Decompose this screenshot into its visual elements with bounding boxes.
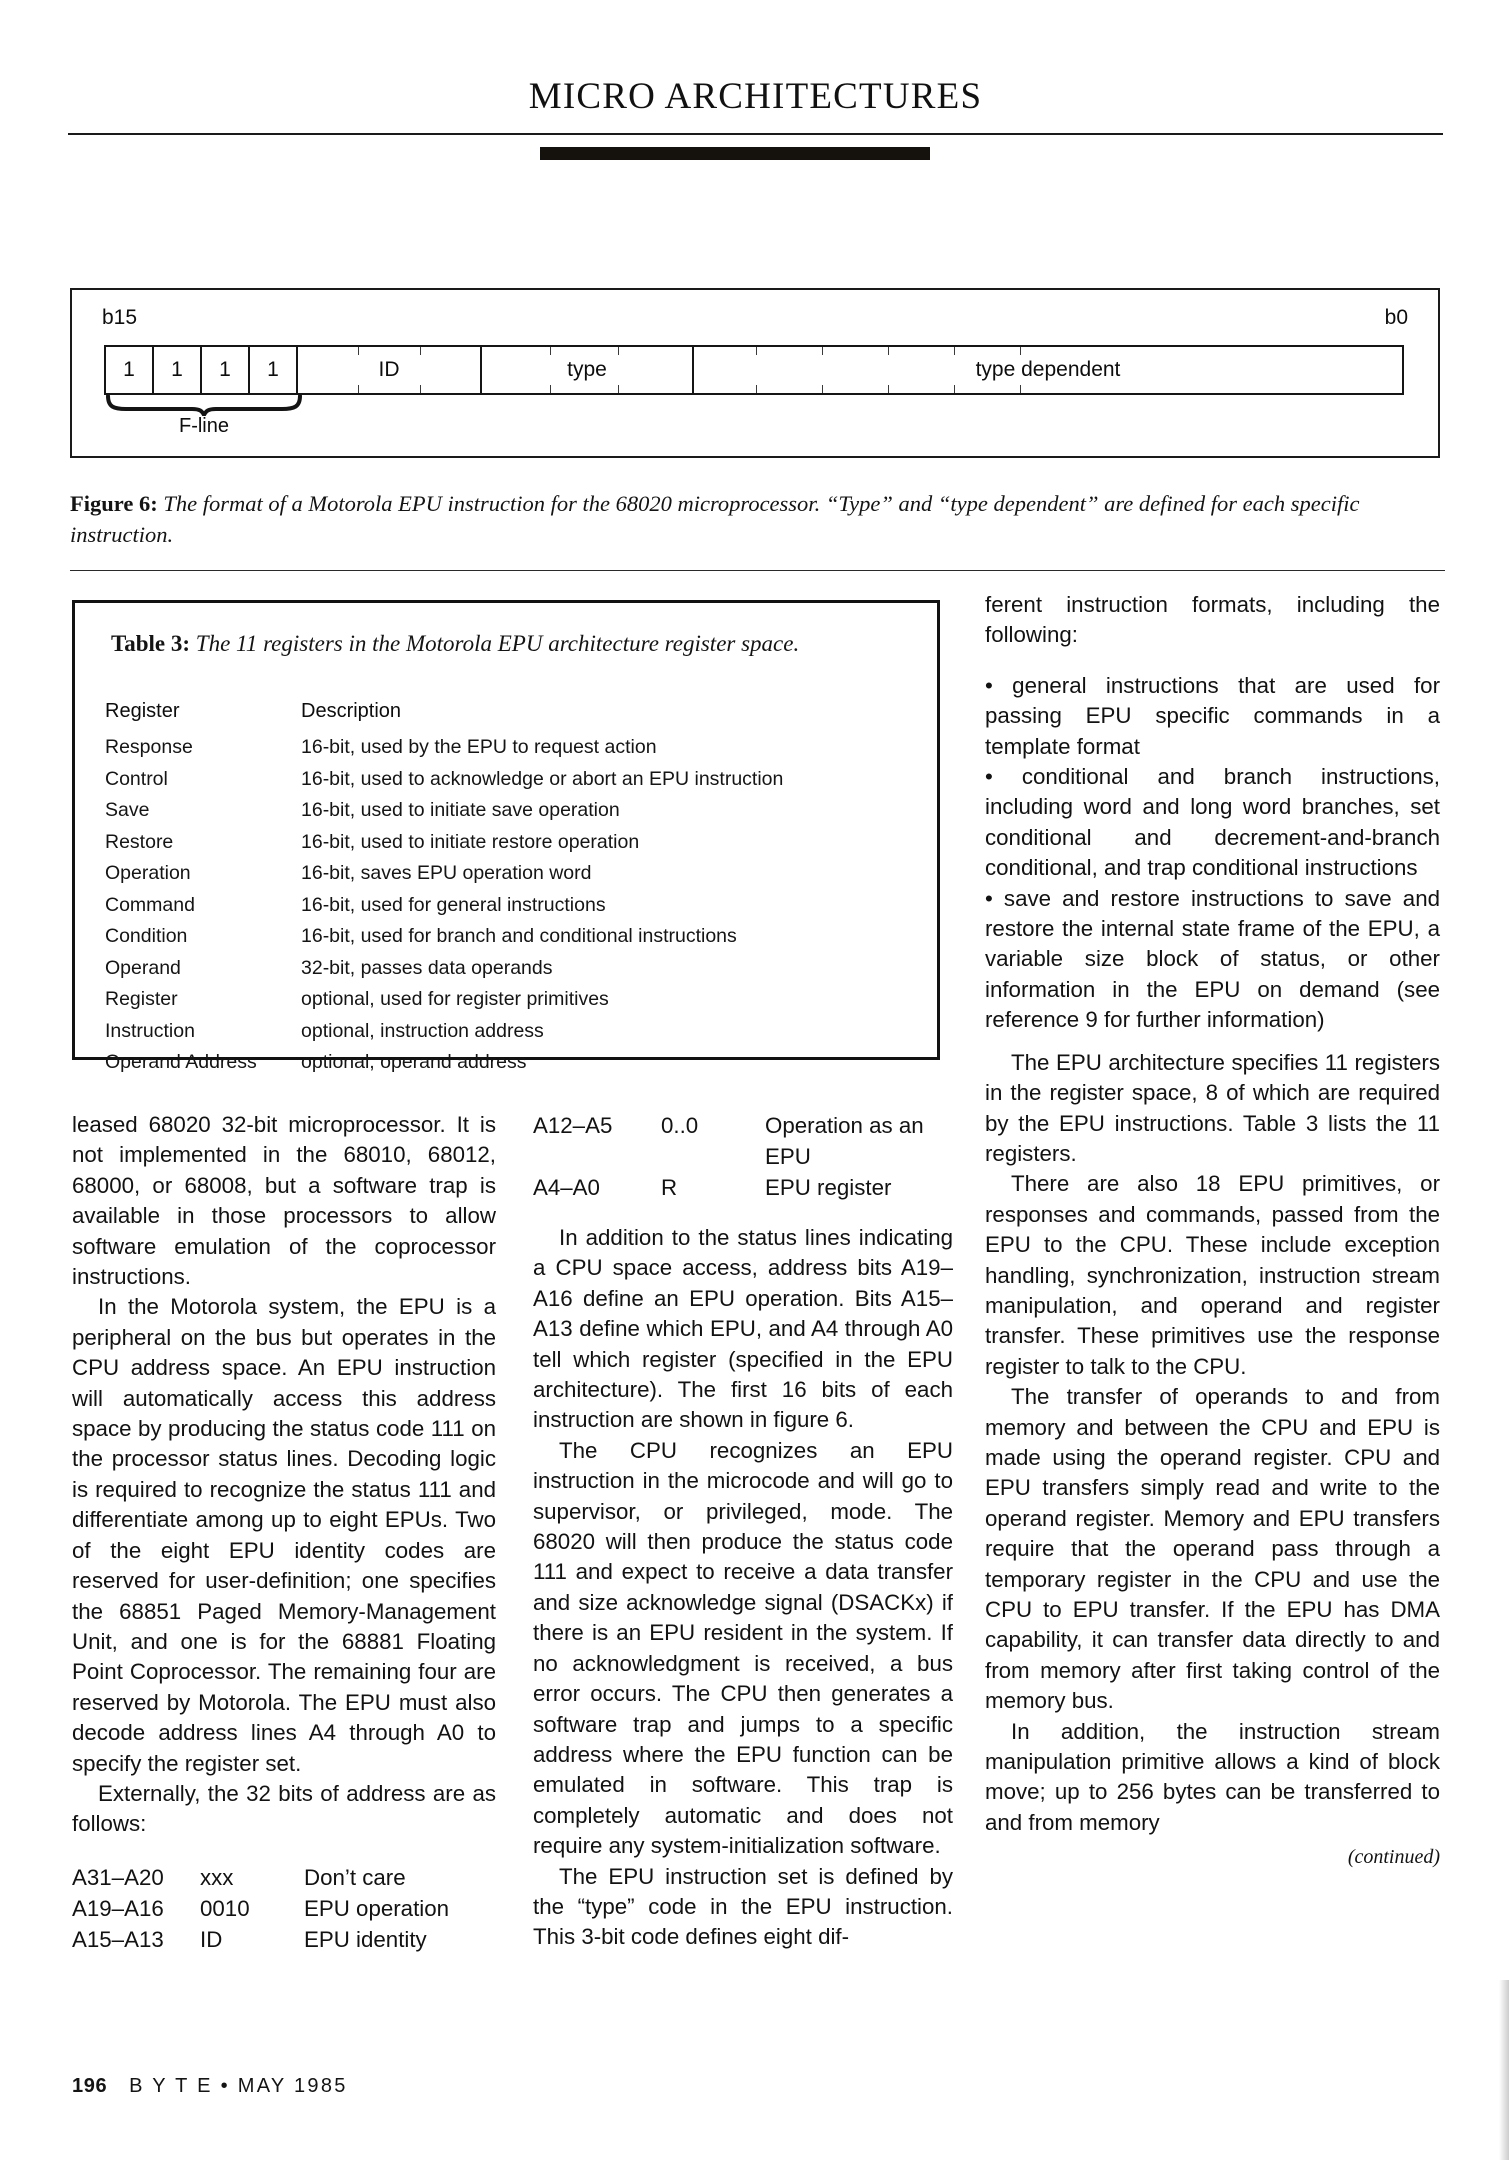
paragraph: The EPU instruction set is defined by the “type” code in the EPU instruction. This 3-bit code defines eight dif- — [533, 1863, 953, 1950]
address-value: ID — [200, 1926, 223, 1952]
figure-6-caption — [70, 488, 1445, 550]
masthead-accent-bar — [540, 147, 930, 160]
register-description: optional, used for register primitives — [301, 988, 609, 1010]
table-3 — [72, 600, 940, 1073]
register-name: Operand Address — [105, 1051, 257, 1073]
address-value: 0010 — [200, 1895, 250, 1921]
register-table — [105, 700, 915, 1083]
figure-caption-text: The format of a Motorola EPU instruction for the 68020 microprocessor. “Type” and “type dependent” are defined for each specific instruction. — [70, 491, 1360, 547]
register-table-body — [105, 736, 915, 1083]
list-item — [72, 1862, 496, 1893]
table-row — [105, 831, 915, 863]
continued-note: (continued) — [1347, 1846, 1440, 1869]
bit-field-id — [298, 347, 482, 393]
masthead-rule — [68, 133, 1443, 135]
table-caption-number: Table 3: — [111, 631, 191, 656]
address-meaning: EPU identity — [304, 1926, 427, 1952]
address-range: A15–A13 — [72, 1926, 164, 1952]
bit-field-type-dependent-label: type dependent — [975, 358, 1121, 381]
register-description: 16-bit, used for general instructions — [301, 893, 606, 916]
table-row — [105, 799, 915, 831]
address-range: A19–A16 — [72, 1895, 164, 1921]
table-header-row — [105, 700, 915, 736]
register-description: 16-bit, saves EPU operation word — [301, 862, 592, 884]
address-value: R — [661, 1175, 678, 1200]
register-description: 16-bit, used to initiate save operation — [301, 799, 620, 821]
register-description: 16-bit, used to initiate restore operation — [301, 830, 640, 853]
address-value: xxx — [200, 1864, 234, 1890]
column-header-register: Register — [105, 700, 180, 722]
address-bit-listing-left — [72, 1862, 496, 1955]
f-line-label: F-line — [178, 415, 229, 437]
address-bit-listing-middle — [533, 1110, 953, 1203]
register-name: Response — [105, 736, 193, 758]
paragraph: ferent instruction formats, including the following: — [985, 592, 1440, 648]
list-item — [533, 1172, 953, 1203]
paragraph: In addition to the status lines indicating a CPU space access, address bits A19–A16 define an EPU operation. Bits A15–A13 define which EPU, and A4 through A0 tell which register (specified in the EPU architecture). The first 16 bits of each instruction are shown in figure 6. — [533, 1225, 953, 1433]
register-name: Operation — [105, 862, 191, 884]
address-meaning: EPU register — [765, 1175, 892, 1200]
body-column-right-top — [985, 590, 1440, 1873]
table-row — [105, 1051, 915, 1083]
table-row — [105, 988, 915, 1020]
figure-caption-number: Figure 6: — [70, 491, 158, 516]
list-item — [72, 1893, 496, 1924]
address-meaning: EPU — [765, 1144, 811, 1169]
page-footer — [72, 2075, 348, 2098]
paragraph: There are also 18 EPU primitives, or responses and commands, passed from the EPU to the CPU. These include exception handling, synchronization, instruction stream manipulation, and operand and register transfer. These primitives use the response register to talk to the CPU. — [985, 1171, 1440, 1379]
page-edge-shadow — [1499, 1980, 1509, 2160]
instruction-bit-field-row — [104, 345, 1404, 395]
register-name: Save — [105, 799, 150, 821]
address-range: A12–A5 — [533, 1113, 613, 1138]
footer-page-number: 196 — [72, 2075, 108, 2097]
paragraph: In the Motorola system, the EPU is a peripheral on the bus but operates in the CPU address space. An EPU instruction will automatically access this address space by producing the status code 111 on the processor status lines. Decoding logic is required to recognize the status 111 and differentiate among up to eight EPUs. Two of the eight EPU identity codes are reserved for user-definition; one specifies the 68851 Paged Memory-Management Unit, and one is for the 68881 Floating Point Coprocessor. The remaining four are reserved by Motorola. The EPU must also decode address lines A4 through A0 to specify the register set. — [72, 1294, 496, 1776]
bullet-item: • general instructions that are used for passing EPU specific commands in a template format — [985, 672, 1440, 759]
body-column-left — [72, 1110, 496, 1955]
f-line-brace — [104, 394, 304, 416]
bit-field-type-label: type — [567, 358, 607, 381]
page-title: MICRO ARCHITECTURES — [528, 76, 983, 117]
bit-field-type-dependent — [694, 347, 1402, 393]
register-description: optional, operand address — [301, 1051, 527, 1073]
bullet-item: • conditional and branch instructions, including word and long word branches, set conditional and decrement-and-branch conditional, and trap conditional instructions — [985, 764, 1440, 881]
table-row — [105, 894, 915, 926]
bit-field-id-label: ID — [378, 358, 400, 381]
register-description: 16-bit, used for branch and conditional instructions — [301, 925, 737, 947]
paragraph: In addition, the instruction stream manipulation primitive allows a kind of block move; up to 256 bytes can be transferred to and from memory — [985, 1718, 1440, 1835]
table-caption-text: The 11 registers in the Motorola EPU architecture register space. — [190, 631, 800, 656]
bit-cell-15: 1 — [106, 347, 154, 393]
table-row — [105, 1020, 915, 1052]
bit-cell-13: 1 — [202, 347, 250, 393]
address-meaning: Don’t care — [304, 1864, 406, 1890]
column-header-description: Description — [301, 700, 402, 722]
table-row — [105, 862, 915, 894]
register-name: Restore — [105, 830, 174, 853]
list-item — [533, 1141, 953, 1172]
masthead — [68, 78, 1443, 115]
figure-6-diagram — [70, 288, 1440, 458]
register-name: Register — [105, 988, 178, 1010]
register-name: Instruction — [105, 1019, 195, 1042]
register-name: Operand — [105, 956, 181, 979]
address-range: A31–A20 — [72, 1864, 164, 1890]
address-range — [533, 1141, 661, 1172]
footer-imprint: B Y T E • MAY 1985 — [129, 2075, 348, 2097]
bit-label-b15: b15 — [102, 306, 138, 329]
list-item — [533, 1110, 953, 1141]
body-column-middle — [533, 1110, 953, 1953]
table-row — [105, 736, 915, 768]
table-row — [105, 957, 915, 989]
bullet-item: • save and restore instructions to save and restore the internal state frame of the EPU, a variable size block of status, or other information in the EPU on demand (see reference 9 for further information) — [985, 885, 1440, 1033]
bit-cell-14: 1 — [154, 347, 202, 393]
bit-label-b0: b0 — [1384, 306, 1408, 329]
register-description: optional, instruction address — [301, 1019, 544, 1042]
list-item — [72, 1924, 496, 1955]
paragraph: The EPU architecture specifies 11 registers in the register space, 8 of which are required by the EPU instructions. Table 3 lists the 11 registers. — [985, 1049, 1440, 1166]
address-meaning: EPU operation — [304, 1895, 450, 1921]
register-name: Condition — [105, 925, 188, 947]
register-description: 32-bit, passes data operands — [301, 956, 553, 979]
address-value: 0..0 — [661, 1113, 699, 1138]
register-name: Control — [105, 767, 168, 790]
table-3-title — [111, 631, 799, 657]
register-description: 16-bit, used to acknowledge or abort an EPU instruction — [301, 767, 784, 790]
paragraph: Externally, the 32 bits of address are as follows: — [72, 1780, 496, 1837]
paragraph: The CPU recognizes an EPU instruction in the microcode and will go to supervisor, or privileged, mode. The 68020 will then produce the status code 111 and expect to receive a data transfer and size acknowledge signal (DSACKx) if there is an EPU resident in the system. If no acknowledgment is received, a bus error occurs. The CPU then generates a software trap and jumps to a specific address where the EPU function can be emulated in software. This trap is completely automatic and does not require any system-initialization software. — [533, 1437, 953, 1859]
register-description: 16-bit, used by the EPU to request action — [301, 736, 657, 758]
address-value — [661, 1141, 765, 1172]
address-meaning: Operation as an — [765, 1113, 924, 1138]
register-name: Command — [105, 893, 195, 916]
caption-divider-rule — [70, 570, 1445, 571]
bit-cell-12: 1 — [250, 347, 298, 393]
table-row — [105, 925, 915, 957]
bit-field-type — [482, 347, 694, 393]
paragraph: leased 68020 32-bit microprocessor. It is not implemented in the 68010, 68012, 68000, or 68008, but a software trap is available in those processors to allow software emulation of the coprocessor instructions. — [72, 1112, 496, 1290]
paragraph: The transfer of operands to and from memory and between the CPU and EPU is made using the operand register. CPU and EPU transfers simply read and write to the operand register. Memory and EPU transfers require that the operand pass through a temporary register in the CPU and use the CPU to EPU transfer. If the EPU has DMA capability, it can transfer data directly to and from memory after first taking control of the memory bus. — [985, 1384, 1440, 1714]
table-row — [105, 768, 915, 800]
address-range: A4–A0 — [533, 1175, 600, 1200]
